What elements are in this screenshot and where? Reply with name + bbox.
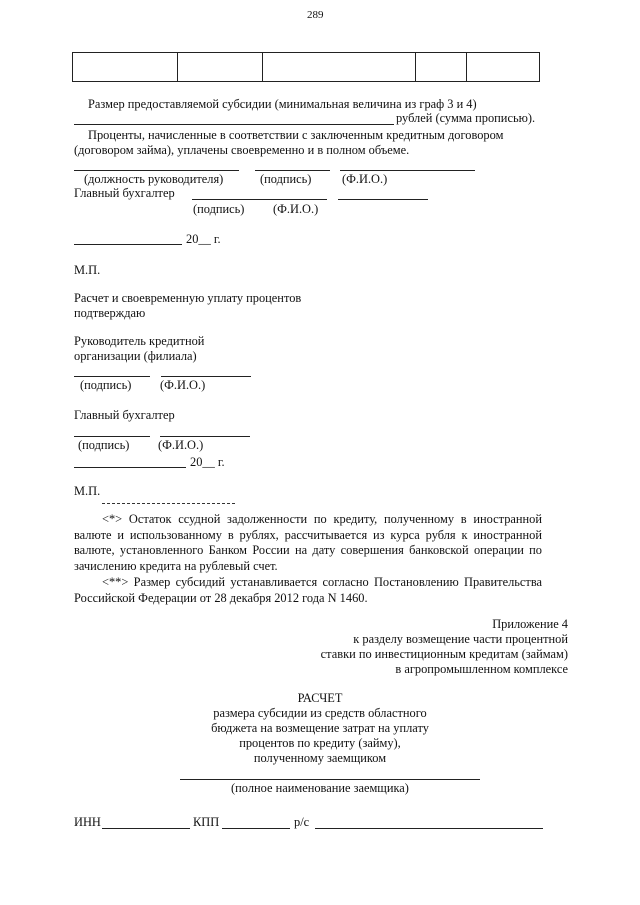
appendix-label: ставки по инвестиционным кредитам (займам) [320, 647, 568, 661]
name-blank-line [340, 170, 475, 171]
table-cell [178, 53, 263, 82]
date-text: 20__ г. [186, 232, 221, 246]
signature-caption: (подпись) [80, 378, 132, 392]
title-line: бюджета на возмещение затрат на уплату [211, 721, 429, 735]
date-text: 20__ г. [190, 455, 225, 469]
confirm-text: подтверждаю [74, 306, 146, 320]
footnote: <**> Размер субсидий устанавливается согласно Постановлению Правительства Российской Федерации от 28 декабря 2012 года N 1460. [74, 575, 542, 605]
appendix-label: в агропромышленном комплексе [395, 662, 568, 676]
stamp-label: М.П. [74, 263, 101, 277]
signature-blank-line [255, 170, 330, 171]
inn-label: ИНН [74, 815, 101, 829]
signature-blank-line [192, 199, 327, 200]
signature-caption: (подпись) [260, 172, 312, 186]
borrower-name-caption: (полное наименование заемщика) [231, 781, 409, 795]
signature-caption: (подпись) [193, 202, 245, 216]
position-caption: (должность руководителя) [84, 172, 224, 186]
confirm-text: Расчет и своевременную уплату процентов [74, 291, 302, 305]
amount-blank-line [74, 124, 394, 125]
position-blank-line [74, 170, 239, 171]
title-line: полученному заемщиком [253, 751, 387, 765]
interest-line: (договором займа), уплачены своевременно и в полном объеме. [74, 143, 410, 157]
inn-blank-line [102, 828, 190, 829]
chief-accountant-label: Главный бухгалтер [74, 408, 175, 422]
footnote-separator [102, 503, 235, 504]
date-blank-line [74, 467, 186, 468]
stamp-label: М.П. [74, 484, 101, 498]
account-blank-line [315, 828, 543, 829]
name-blank-line [160, 436, 250, 437]
table-cell [73, 53, 178, 82]
bank-head-label: организации (филиала) [74, 349, 197, 363]
table-cell [416, 53, 467, 82]
appendix-label: к разделу возмещение части процентной [353, 632, 568, 646]
name-caption: (Ф.И.О.) [160, 378, 206, 392]
signature-blank-line [74, 436, 150, 437]
document-title: РАСЧЕТ [297, 691, 343, 705]
appendix-label: Приложение 4 [492, 617, 568, 631]
footnote: <*> Остаток ссудной задолженности по кредиту, полученному в иностранной валюте и использованному в рублях, рассчитывается из курса рубля к иностранной валюте, установленного Банком России на дату совершения банковской операции по зачислению кредита на рублевый счет. [74, 512, 542, 573]
date-blank-line [74, 244, 182, 245]
interest-line: Проценты, начисленные в соответствии с заключенным кредитным договором [88, 128, 504, 142]
name-blank-line [338, 199, 428, 200]
bank-head-label: Руководитель кредитной [74, 334, 205, 348]
kpp-label: КПП [193, 815, 220, 829]
table-cell [263, 53, 416, 82]
signature-blank-line [74, 376, 150, 377]
name-caption: (Ф.И.О.) [273, 202, 319, 216]
name-caption: (Ф.И.О.) [342, 172, 388, 186]
data-table [72, 52, 540, 82]
chief-accountant-label: Главный бухгалтер [74, 186, 175, 200]
borrower-name-line [180, 779, 480, 780]
subsidy-words: рублей (сумма прописью). [396, 111, 536, 125]
page-number: 289 [307, 9, 324, 21]
name-caption: (Ф.И.О.) [158, 438, 204, 452]
title-line: размера субсидии из средств областного [213, 706, 427, 720]
signature-caption: (подпись) [78, 438, 130, 452]
title-line: процентов по кредиту (займу), [239, 736, 401, 750]
kpp-blank-line [222, 828, 290, 829]
subsidy-line: Размер предоставляемой субсидии (минимальная величина из граф 3 и 4) [88, 97, 477, 111]
account-label: р/с [294, 815, 310, 829]
table-row [73, 53, 540, 82]
name-blank-line [161, 376, 251, 377]
table-cell [467, 53, 540, 82]
